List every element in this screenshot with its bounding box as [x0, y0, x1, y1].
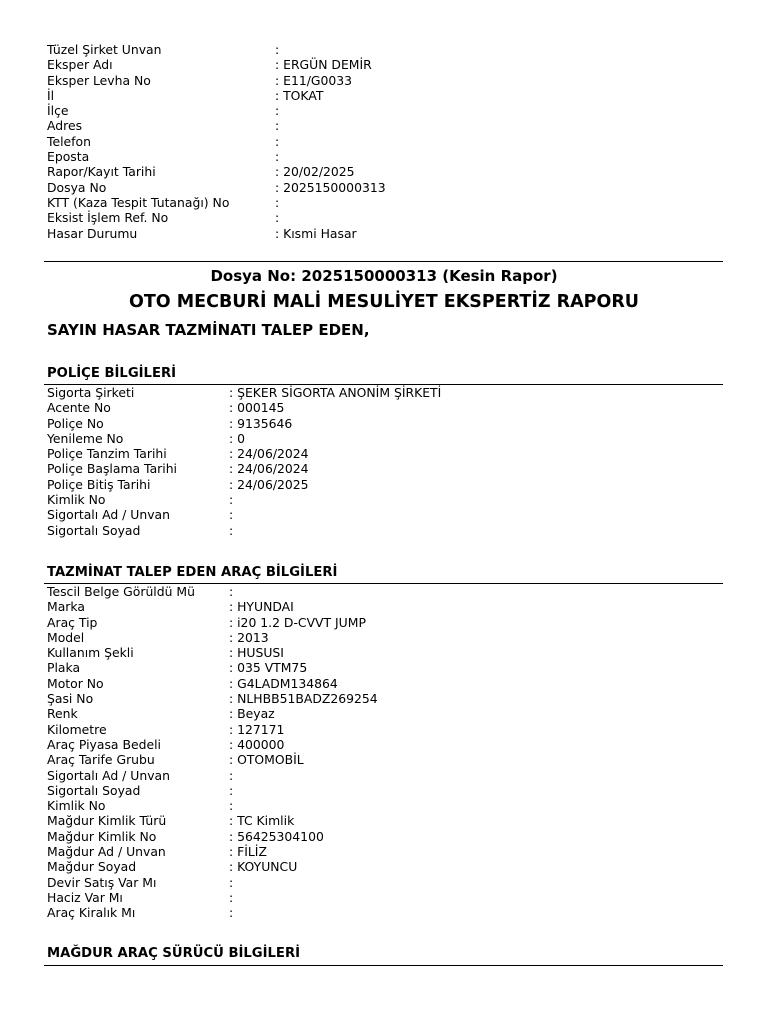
field-label: Araç Piyasa Bedeli	[47, 736, 161, 752]
field-value: : 2025150000313	[275, 179, 386, 195]
field-value: : ERGÜN DEMİR	[275, 57, 372, 73]
field-label: Eksper Levha No	[47, 72, 151, 88]
field-label: Mağdur Ad / Unvan	[47, 844, 166, 860]
field-value: : TOKAT	[275, 87, 324, 103]
field-value: : 2013	[229, 629, 269, 645]
field-label: Sigorta Şirketi	[47, 385, 135, 400]
field-label: Motor No	[47, 675, 104, 691]
field-value: : Kısmi Hasar	[275, 225, 357, 241]
field-value: :	[275, 118, 280, 134]
field-value: :	[275, 210, 280, 226]
header-divider	[44, 261, 723, 262]
field-label: Kullanım Şekli	[47, 645, 134, 661]
field-label: Mağdur Soyad	[47, 859, 137, 875]
field-value: : 127171	[229, 721, 285, 737]
field-value: : KOYUNCU	[229, 859, 298, 875]
field-label: Adres	[47, 118, 83, 134]
field-value: : OTOMOBİL	[229, 752, 304, 768]
field-label: Poliçe No	[47, 415, 104, 431]
field-label: Mağdur Kimlik Türü	[47, 813, 167, 829]
field-label: Renk	[47, 706, 78, 722]
field-value: : 24/06/2025	[229, 476, 309, 492]
field-value: : 0	[229, 430, 245, 446]
field-label: Telefon	[47, 133, 91, 149]
field-label: Yenileme No	[47, 430, 124, 446]
field-label: Araç Tarife Grubu	[47, 752, 155, 768]
field-label: Eksist İşlem Ref. No	[47, 210, 169, 226]
field-value: :	[275, 103, 280, 119]
file-number-heading: Dosya No: 2025150000313 (Kesin Rapor)	[210, 267, 558, 285]
field-label: Kilometre	[47, 721, 107, 737]
field-label: Model	[47, 629, 85, 645]
report-title: OTO MECBURİ MALİ MESULİYET EKSPERTİZ RAPORU	[128, 292, 640, 312]
field-value: : i20 1.2 D-CVVT JUMP	[229, 614, 366, 630]
field-value: :	[229, 874, 234, 890]
field-label: Sigortalı Ad / Unvan	[47, 767, 170, 783]
field-label: Eposta	[47, 149, 90, 165]
field-label: Acente No	[47, 400, 111, 416]
field-value: : 400000	[229, 736, 285, 752]
field-value: :	[229, 889, 234, 905]
field-label: Hasar Durumu	[47, 225, 138, 241]
field-label: Poliçe Bitiş Tarihi	[47, 476, 151, 492]
field-value: : ŞEKER SİGORTA ANONİM ŞİRKETİ	[229, 385, 442, 400]
field-value: :	[229, 492, 234, 508]
policy-section-title: POLİÇE BİLGİLERİ	[47, 366, 177, 381]
field-value: : HUSUSI	[229, 645, 284, 661]
field-label: Poliçe Tanzim Tarihi	[47, 446, 167, 462]
field-value: : 9135646	[229, 415, 293, 431]
field-value: : 000145	[229, 400, 285, 416]
field-value: : 035 VTM75	[229, 660, 308, 676]
field-label: KTT (Kaza Tespit Tutanağı) No	[47, 194, 230, 210]
field-value: :	[229, 522, 234, 538]
field-label: Marka	[47, 599, 85, 615]
field-label: İlçe	[47, 103, 69, 119]
greeting: SAYIN HASAR TAZMİNATI TALEP EDEN,	[47, 321, 370, 339]
field-label: Tescil Belge Görüldü Mü	[47, 584, 195, 599]
field-value: :	[229, 584, 234, 599]
field-value: :	[229, 767, 234, 783]
field-value: : TC Kimlik	[229, 813, 295, 829]
field-value: :	[229, 507, 234, 523]
field-label: İl	[47, 87, 55, 103]
field-label: Haciz Var Mı	[47, 889, 123, 905]
field-value: : G4LADM134864	[229, 675, 338, 691]
field-value: : 24/06/2024	[229, 461, 309, 477]
field-label: Sigortalı Ad / Unvan	[47, 507, 170, 523]
field-value: : NLHBB51BADZ269254	[229, 691, 378, 707]
field-label: Dosya No	[47, 179, 107, 195]
field-label: Plaka	[47, 660, 81, 676]
field-label: Araç Kiralık Mı	[47, 905, 136, 921]
field-value: :	[229, 782, 234, 798]
field-label: Kimlik No	[47, 492, 106, 508]
field-label: Devir Satış Var Mı	[47, 874, 157, 890]
field-label: Eksper Adı	[47, 57, 113, 73]
field-value: : 24/06/2024	[229, 446, 309, 462]
driver-section-divider	[44, 965, 723, 966]
field-value: : Beyaz	[229, 706, 275, 722]
field-value: :	[229, 905, 234, 921]
field-value: :	[275, 42, 280, 57]
field-label: Sigortalı Soyad	[47, 782, 141, 798]
field-label: Tüzel Şirket Unvan	[47, 42, 162, 57]
field-value: : 56425304100	[229, 828, 324, 844]
vehicle-section-title: TAZMİNAT TALEP EDEN ARAÇ BİLGİLERİ	[47, 565, 338, 580]
field-label: Sigortalı Soyad	[47, 522, 141, 538]
field-label: Mağdur Kimlik No	[47, 828, 157, 844]
field-label: Poliçe Başlama Tarihi	[47, 461, 177, 477]
field-label: Araç Tip	[47, 614, 98, 630]
field-label: Rapor/Kayıt Tarihi	[47, 164, 156, 180]
field-value: : FİLİZ	[229, 844, 267, 860]
field-value: : 20/02/2025	[275, 164, 355, 180]
field-value: : E11/G0033	[275, 72, 353, 88]
field-value: : HYUNDAI	[229, 599, 294, 615]
field-label: Kimlik No	[47, 798, 106, 814]
field-value: :	[275, 149, 280, 165]
field-value: :	[275, 133, 280, 149]
driver-section-title: MAĞDUR ARAÇ SÜRÜCÜ BİLGİLERİ	[47, 946, 301, 961]
field-label: Şasi No	[47, 691, 94, 707]
field-value: :	[229, 798, 234, 814]
field-value: :	[275, 194, 280, 210]
